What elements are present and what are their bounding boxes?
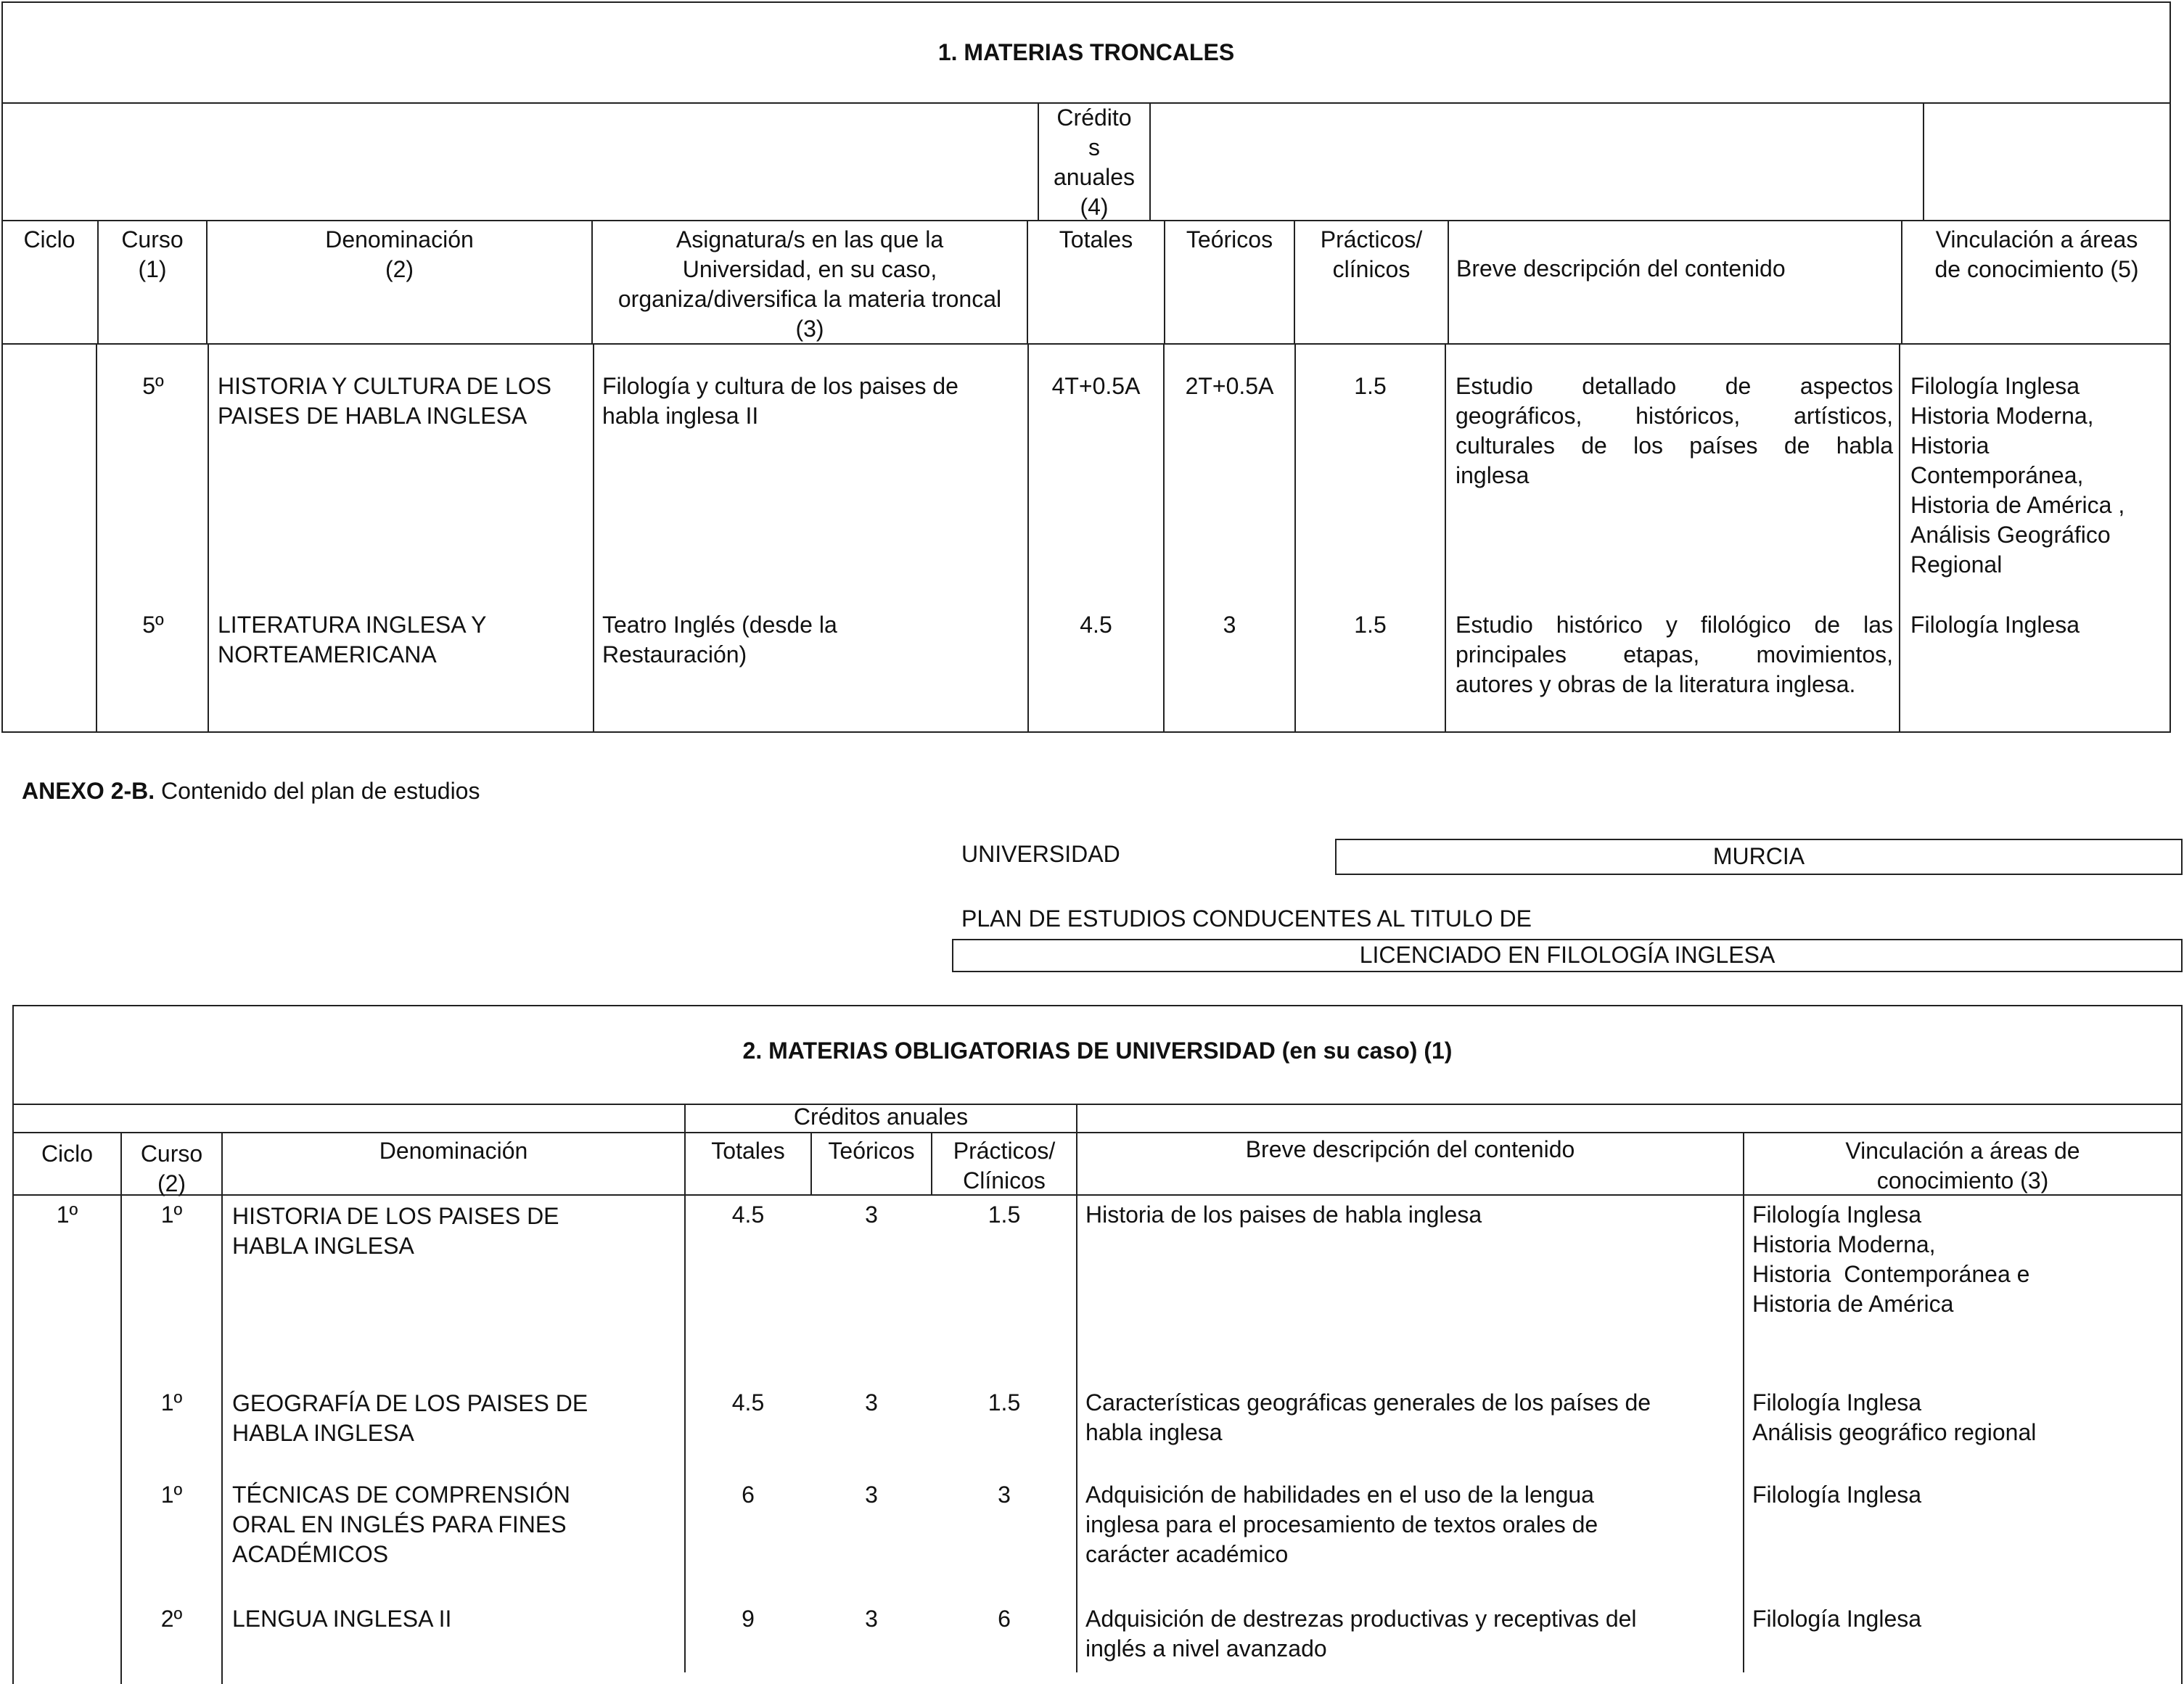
cell-line: culturales de los países de habla <box>1456 432 1893 459</box>
col-header-totales: Totales <box>1059 226 1133 252</box>
cell-line: Filología Inglesa <box>1910 373 2080 399</box>
cell-line: Análisis geográfico regional <box>1752 1419 2037 1445</box>
divider <box>593 343 594 733</box>
cell-totales: 6 <box>742 1482 755 1508</box>
credits-header <box>1039 103 1149 222</box>
divider <box>1 343 2171 345</box>
col-header-line: (3) <box>795 316 824 342</box>
divider <box>1149 102 1151 220</box>
col-header-line: Prácticos/ <box>1320 226 1423 252</box>
cell-descripcion <box>1085 1388 1738 1447</box>
cell-totales: 4.5 <box>731 1389 765 1416</box>
cell-line: TÉCNICAS DE COMPRENSIÓN <box>232 1482 570 1508</box>
cell-curso: 5º <box>142 612 164 638</box>
col-header-line: (2) <box>385 256 414 282</box>
cell-line: Filología Inglesa <box>1752 1202 1922 1228</box>
plan-label: PLAN DE ESTUDIOS CONDUCENTES AL TITULO DE <box>961 905 1532 932</box>
cell-practicos: 1.5 <box>988 1202 1021 1228</box>
cell-line: ORAL EN INGLÉS PARA FINES <box>232 1511 567 1537</box>
col-header-line: de conocimiento (5) <box>1934 256 2139 282</box>
divider <box>12 1005 2183 1006</box>
cell-line: Adquisición de habilidades en el uso de la lengua <box>1085 1482 1594 1508</box>
cell-totales: 4.5 <box>731 1202 765 1228</box>
col-header-curso <box>122 1139 221 1199</box>
col-header-line: Universidad, en su caso, <box>682 256 937 282</box>
col-header-ciclo: Ciclo <box>23 226 75 252</box>
cell-vinculacion <box>1752 1388 2180 1447</box>
col-header-denominacion: Denominación <box>379 1138 528 1164</box>
divider <box>12 1005 14 1684</box>
cell-vinculacion <box>1752 1200 2180 1319</box>
divider <box>1448 220 1449 343</box>
cell-line: HABLA INGLESA <box>232 1233 414 1259</box>
cell-line: autores y obras de la literatura inglesa. <box>1456 671 1856 697</box>
cell-line: Historia Moderna, <box>1910 403 2094 429</box>
cell-descripcion <box>1085 1480 1738 1569</box>
cell-line: Filología y cultura de los paises de <box>602 373 958 399</box>
cell-line: Historia <box>1910 432 1990 459</box>
credits-header-line: anuales <box>1053 164 1136 190</box>
cell-vinculacion <box>1910 371 2172 580</box>
cell-line: carácter académico <box>1085 1541 1289 1567</box>
cell-line: Historia de América , <box>1910 492 2125 518</box>
col-header-denominacion <box>208 225 591 284</box>
credits-header-line: (4) <box>1080 194 1109 220</box>
col-header-line: Vinculación a áreas <box>1935 226 2138 252</box>
col-header-line: Asignatura/s en las que la <box>676 226 944 252</box>
cell-curso: 2º <box>160 1606 183 1632</box>
obligatorias-title: 2. MATERIAS OBLIGATORIAS DE UNIVERSIDAD (en su caso) (1) <box>742 1038 1453 1064</box>
col-header-line: conocimiento (3) <box>1876 1167 2049 1194</box>
cell-descripcion <box>1085 1604 1738 1664</box>
cell-denominacion <box>232 1202 682 1261</box>
col-header-asignatura <box>593 225 1027 344</box>
cell-line: inglesa <box>1456 462 1530 488</box>
cell-curso: 1º <box>160 1389 183 1416</box>
divider <box>1743 1194 1744 1672</box>
divider <box>12 1132 2183 1133</box>
cell-vinculacion <box>1752 1604 2180 1634</box>
cell-line: principales etapas, movimientos, <box>1456 641 1893 668</box>
cell-line: GEOGRAFÍA DE LOS PAISES DE <box>232 1390 588 1416</box>
credits-header: Créditos anuales <box>793 1104 969 1130</box>
cell-line: Teatro Inglés (desde la <box>602 612 837 638</box>
col-header-line: Curso <box>121 226 184 252</box>
cell-practicos: 3 <box>998 1482 1011 1508</box>
cell-descripcion <box>1085 1200 1738 1230</box>
divider <box>208 343 209 733</box>
cell-vinculacion <box>1910 610 2172 640</box>
col-header-totales: Totales <box>711 1138 785 1164</box>
credits-header-line: s <box>1088 134 1100 160</box>
divider <box>1027 343 1029 733</box>
cell-line: Análisis Geográfico <box>1910 522 2111 548</box>
cell-curso: 5º <box>142 373 164 399</box>
cell-totales: 9 <box>742 1606 755 1632</box>
col-header-line: Curso <box>140 1141 203 1167</box>
cell-line: Historia Contemporánea e <box>1752 1261 2030 1287</box>
cell-teoricos: 3 <box>865 1202 878 1228</box>
cell-line: inglés a nivel avanzado <box>1085 1635 1327 1662</box>
cell-line: Filología Inglesa <box>1752 1389 1922 1416</box>
cell-line: NORTEAMERICANA <box>218 641 437 668</box>
cell-totales: 4.5 <box>1080 612 1112 638</box>
cell-line: LENGUA INGLESA II <box>232 1606 452 1632</box>
anexo-text: Contenido del plan de estudios <box>161 778 480 804</box>
cell-asignatura <box>602 371 1023 431</box>
col-header-line: Denominación <box>325 226 474 252</box>
col-header-line: (2) <box>157 1170 186 1196</box>
cell-line: PAISES DE HABLA INGLESA <box>218 403 527 429</box>
col-header-vinculacion <box>1902 225 2171 284</box>
cell-line: Contemporánea, <box>1910 462 2084 488</box>
cell-line: Características geográficas generales de los países de <box>1085 1389 1651 1416</box>
credits-header-line: Crédito <box>1056 104 1132 131</box>
cell-practicos: 1.5 <box>988 1389 1021 1416</box>
cell-curso: 1º <box>160 1482 183 1508</box>
col-header-vinculacion <box>1744 1136 2181 1196</box>
cell-teoricos: 3 <box>1223 612 1236 638</box>
cell-line: Restauración) <box>602 641 747 668</box>
anexo-label: ANEXO 2-B. <box>22 778 155 804</box>
cell-line: habla inglesa II <box>602 403 759 429</box>
divider <box>96 343 97 733</box>
anexo-heading <box>22 776 675 806</box>
cell-line: geográficos, históricos, artísticos, <box>1456 403 1893 429</box>
cell-teoricos: 2T+0.5A <box>1185 373 1274 399</box>
cell-denominacion <box>232 1604 682 1634</box>
divider <box>1294 343 1296 733</box>
cell-denominacion <box>218 371 588 431</box>
titulo-value: LICENCIADO EN FILOLOGÍA INGLESA <box>1359 942 1775 968</box>
cell-denominacion <box>218 610 588 670</box>
cell-line: HISTORIA Y CULTURA DE LOS <box>218 373 551 399</box>
divider <box>1923 102 1924 220</box>
cell-line: habla inglesa <box>1085 1419 1223 1445</box>
cell-line: Estudio detallado de aspectos <box>1456 373 1893 399</box>
cell-line: Estudio histórico y filológico de las <box>1456 612 1893 638</box>
cell-denominacion <box>232 1389 682 1448</box>
divider <box>1076 1194 1077 1672</box>
cell-teoricos: 3 <box>865 1482 878 1508</box>
cell-line: Filología Inglesa <box>1752 1482 1922 1508</box>
divider <box>12 1104 2183 1105</box>
cell-line: Historia de América <box>1752 1291 1954 1317</box>
cell-line: HISTORIA DE LOS PAISES DE <box>232 1203 559 1229</box>
divider <box>1899 343 1900 733</box>
divider <box>684 1194 686 1672</box>
col-header-teoricos: Teóricos <box>1186 226 1273 252</box>
col-header-curso <box>99 225 206 284</box>
cell-line: Regional <box>1910 551 2003 578</box>
col-header-line: Clínicos <box>963 1167 1046 1194</box>
universidad-label: UNIVERSIDAD <box>961 841 1120 867</box>
universidad-value: MURCIA <box>1712 843 1805 869</box>
col-header-practicos <box>932 1136 1076 1196</box>
col-header-ciclo: Ciclo <box>41 1141 94 1167</box>
cell-line: Historia de los paises de habla inglesa <box>1085 1202 1482 1228</box>
divider <box>1445 343 1446 733</box>
troncales-title: 1. MATERIAS TRONCALES <box>937 39 1235 65</box>
col-header-line: Vinculación a áreas de <box>1845 1138 2080 1164</box>
cell-practicos: 1.5 <box>1354 373 1387 399</box>
cell-asignatura <box>602 610 1023 670</box>
cell-teoricos: 3 <box>865 1389 878 1416</box>
cell-teoricos: 3 <box>865 1606 878 1632</box>
cell-practicos: 6 <box>998 1606 1011 1632</box>
col-header-teoricos: Teóricos <box>828 1138 915 1164</box>
col-header-line: organiza/diversifica la materia troncal <box>617 286 1002 312</box>
cell-ciclo: 1º <box>56 1202 78 1228</box>
universidad-field <box>1335 839 2183 875</box>
cell-descripcion <box>1456 371 1893 490</box>
cell-line: ACADÉMICOS <box>232 1541 389 1567</box>
col-header-line: (1) <box>138 256 167 282</box>
cell-line: Adquisición de destrezas productivas y receptivas del <box>1085 1606 1637 1632</box>
col-header-descripcion: Breve descripción del contenido <box>1245 1136 1575 1162</box>
col-header-line: clínicos <box>1332 256 1411 282</box>
cell-practicos: 1.5 <box>1354 612 1387 638</box>
cell-line: Filología Inglesa <box>1752 1606 1922 1632</box>
cell-line: HABLA INGLESA <box>232 1420 414 1446</box>
cell-line: LITERATURA INGLESA Y <box>218 612 487 638</box>
col-header-line: Prácticos/ <box>953 1138 1056 1164</box>
col-header-practicos <box>1295 225 1448 284</box>
cell-line: Historia Moderna, <box>1752 1231 1936 1257</box>
col-header-descripcion: Breve descripción del contenido <box>1456 255 1786 282</box>
divider <box>221 1132 223 1684</box>
divider <box>1163 343 1165 733</box>
divider <box>2181 1005 2183 1684</box>
cell-descripcion <box>1456 610 1893 699</box>
cell-line: Filología Inglesa <box>1910 612 2080 638</box>
cell-vinculacion <box>1752 1480 2180 1510</box>
cell-denominacion <box>232 1480 682 1569</box>
cell-curso: 1º <box>160 1202 183 1228</box>
cell-totales: 4T+0.5A <box>1051 373 1141 399</box>
cell-line: inglesa para el procesamiento de textos orales de <box>1085 1511 1598 1537</box>
titulo-field <box>952 939 2183 972</box>
